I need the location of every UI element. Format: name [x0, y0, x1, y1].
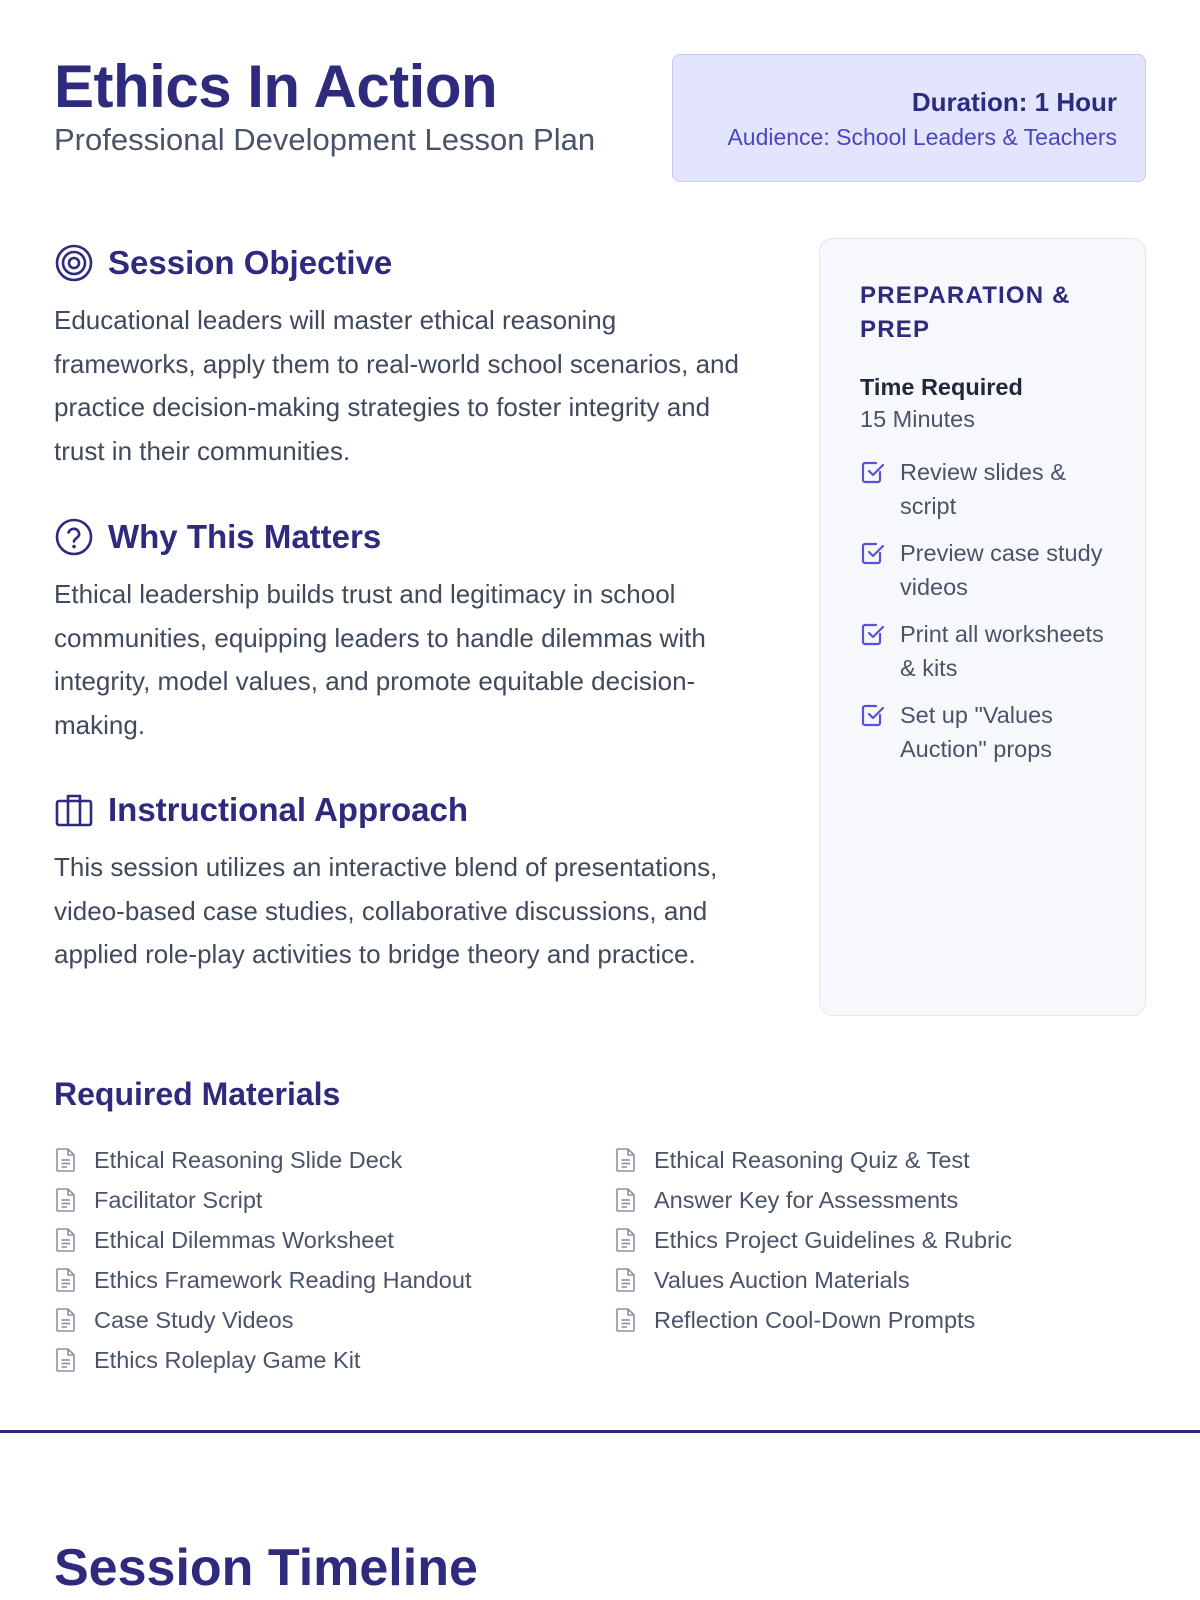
document-icon	[54, 1267, 78, 1293]
checkbox-checked-icon	[860, 702, 886, 728]
prep-item	[860, 536, 1119, 604]
checkbox-checked-icon	[860, 621, 886, 647]
header	[54, 52, 595, 160]
document-icon	[54, 1227, 78, 1253]
material-item	[614, 1220, 1012, 1260]
question-circle-icon	[54, 517, 94, 557]
section-body: Ethical leadership builds trust and legitimacy in school communities, equipping leaders to handle dilemmas with integrity, model values, and promote equitable decision-making.	[54, 579, 706, 740]
section-title: Why This Matters	[108, 518, 382, 555]
duration-text: Duration: 1 Hour	[911, 87, 1117, 117]
prep-item-label: Preview case study videos	[900, 540, 1103, 600]
document-icon	[614, 1307, 638, 1333]
document-icon	[54, 1147, 78, 1173]
material-item	[54, 1220, 471, 1260]
material-item	[614, 1260, 1012, 1300]
material-item	[54, 1140, 471, 1180]
document-icon	[54, 1187, 78, 1213]
section-title: Instructional Approach	[108, 791, 468, 828]
document-icon	[614, 1227, 638, 1253]
materials-title: Required Materials	[54, 1076, 341, 1112]
audience-text: Audience: School Leaders & Teachers	[727, 124, 1117, 150]
material-item-label: Case Study Videos	[94, 1306, 294, 1333]
section-body: Educational leaders will master ethical reasoning frameworks, apply them to real-world school scenarios, and practice decision-making strategies to foster integrity and trust in their communities.	[54, 305, 739, 466]
material-item-label: Ethical Reasoning Quiz & Test	[654, 1146, 970, 1173]
page-title: Ethics In Action	[54, 53, 498, 120]
prep-item-label: Review slides & script	[900, 459, 1066, 519]
section-divider	[0, 1430, 1200, 1433]
material-item-label: Values Auction Materials	[654, 1266, 910, 1293]
prep-checklist	[860, 455, 1119, 766]
material-item	[54, 1340, 471, 1380]
material-item	[614, 1180, 1012, 1220]
document-icon	[54, 1307, 78, 1333]
material-item-label: Ethics Roleplay Game Kit	[94, 1346, 361, 1373]
material-item	[614, 1300, 1012, 1340]
prep-item	[860, 698, 1119, 766]
page-subtitle: Professional Development Lesson Plan	[54, 122, 596, 157]
briefcase-icon	[54, 790, 94, 830]
material-item-label: Ethical Reasoning Slide Deck	[94, 1146, 403, 1173]
material-item-label: Reflection Cool-Down Prompts	[654, 1306, 976, 1333]
section-body: This session utilizes an interactive blend of presentations, video-based case studies, collaborative discussions, and applied role-play activities to bridge theory and practice.	[54, 852, 718, 969]
section-why-this-matters	[54, 515, 764, 747]
document-icon	[614, 1187, 638, 1213]
prep-item-label: Set up "Values Auction" props	[900, 702, 1053, 762]
material-item	[54, 1260, 471, 1300]
time-required-label: Time Required	[860, 374, 1023, 400]
timeline-title: Session Timeline	[54, 1539, 478, 1597]
time-required-value: 15 Minutes	[860, 406, 975, 432]
session-info-box	[672, 54, 1146, 182]
preparation-card	[819, 238, 1146, 1016]
section-session-objective	[54, 241, 764, 473]
material-item-label: Answer Key for Assessments	[654, 1186, 959, 1213]
prep-item	[860, 455, 1119, 523]
materials-list-right	[614, 1140, 1012, 1340]
checkbox-checked-icon	[860, 459, 886, 485]
document-icon	[614, 1267, 638, 1293]
prep-item-label: Print all worksheets & kits	[900, 621, 1104, 681]
material-item	[54, 1180, 471, 1220]
prep-title: PREPARATION & PREP	[860, 282, 1071, 343]
material-item-label: Ethical Dilemmas Worksheet	[94, 1226, 394, 1253]
material-item	[614, 1140, 1012, 1180]
document-icon	[54, 1347, 78, 1373]
material-item-label: Ethics Framework Reading Handout	[94, 1266, 472, 1293]
material-item	[54, 1300, 471, 1340]
section-title: Session Objective	[108, 244, 393, 281]
material-item-label: Ethics Project Guidelines & Rubric	[654, 1226, 1012, 1253]
target-icon	[54, 243, 94, 283]
prep-item	[860, 617, 1119, 685]
section-instructional-approach	[54, 788, 764, 977]
checkbox-checked-icon	[860, 540, 886, 566]
material-item-label: Facilitator Script	[94, 1186, 263, 1213]
document-icon	[614, 1147, 638, 1173]
materials-list-left	[54, 1140, 471, 1380]
